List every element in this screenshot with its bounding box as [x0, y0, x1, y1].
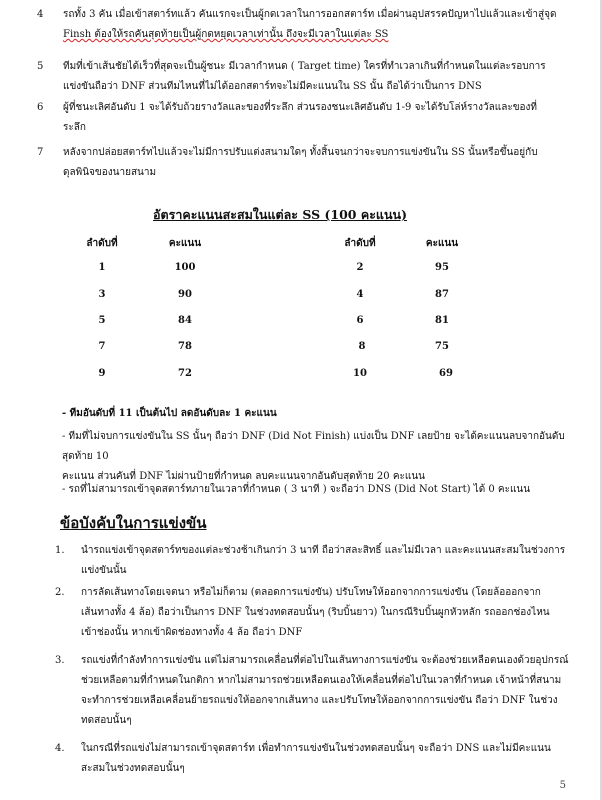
- cell-score-right: 87: [435, 289, 449, 300]
- cell-score-left: 84: [178, 315, 192, 326]
- rule-line: การลัดเส้นทางโดยเจตนา หรือไม่ก็ตาม (ตลอดการแข่งขัน) ปรับโทษให้ออกจากการแข่งขัน (โดยล้อออกจาก: [81, 587, 541, 598]
- note-line: - ทีมอันดับที่ 11 เป็นต้นไป ลดอันดับละ 1 คะแนน: [62, 408, 277, 419]
- item-line: หลังจากปล่อยสตาร์ทไปแล้วจะไม่มีการปรับแต่งสนามใดๆ ทั้งสิ้นจนกว่าจะจบการแข่งขันใน SS นั้นหรือขึ้นอยู่กับ: [63, 147, 538, 158]
- item-number: 5: [37, 61, 44, 72]
- cell-rank-right: 4: [356, 289, 364, 300]
- cell-rank-right: 6: [356, 315, 364, 326]
- cell-rank-left: 9: [98, 368, 106, 379]
- header-rank-left: ลำดับที่: [86, 238, 118, 249]
- cell-score-right: 81: [435, 315, 449, 326]
- cell-rank-left: 5: [98, 315, 106, 326]
- cell-score-left: 72: [178, 368, 192, 379]
- header-score-left: คะแนน: [168, 238, 202, 249]
- note-dnf: [62, 427, 582, 487]
- note-line: - ทีมที่ไม่จบการแข่งขันใน SS นั้นๆ ถือว่า DNF (Did Not Finish) แบ่งเป็น DNF เลยป้าย จะได้คะแนนลบจากอันดับสุดท้าย 10: [62, 431, 565, 462]
- score-table-title: อัตราคะแนนสะสมในแต่ละ SS (100 คะแนน): [153, 207, 407, 222]
- rule-line: ทดสอบนั้นๆ: [81, 715, 132, 726]
- cell-rank-left: 1: [98, 262, 106, 273]
- cell-score-left: 100: [174, 262, 196, 273]
- note-line: - รถที่ไม่สามารถเข้าจุดสตาร์ทภายในเวลาที่กำหนด ( 3 นาที ) จะถือว่า DNS (Did Not Start) ได้ 0 คะแนน: [62, 484, 531, 495]
- item-line: แข่งขันถือว่า DNF ส่วนทีมไหนที่ไม่ได้ออกสตาร์ทจะไม่มีคะแนนใน SS นั้น ถือได้ว่าเป็นการ DNS: [63, 81, 482, 92]
- rule-line: ในกรณีที่รถแข่งไม่สามารถเข้าจุดสตาร์ท เพื่อทำการแข่งขันในช่วงทดสอบนั้นๆ จะถือว่า DNS และไม่มีคะแนน: [81, 743, 551, 754]
- item-line: ดุลพินิจของนายสนาม: [63, 167, 157, 178]
- section-heading: ข้อบังคับในการแข่งขัน: [60, 514, 207, 532]
- item-number: 4: [37, 9, 44, 20]
- cell-rank-right: 2: [356, 262, 364, 273]
- item-number: 6: [37, 102, 44, 113]
- cell-score-right: 69: [439, 368, 453, 379]
- rule-line: สะสมในช่วงทดสอบนั้นๆ: [81, 763, 185, 774]
- item-line: ผู้ที่ชนะเลิศอันดับ 1 จะได้รับถ้วยรางวัลและของที่ระลึก ส่วนรองชนะเลิศอันดับ 1-9 จะได้รับโล่ห์รางวัลและของที่: [63, 102, 538, 113]
- rule-line: นำรถแข่งเข้าจุดสตาร์ทของแต่ละช่วงช้าเกินกว่า 3 นาที ถือว่าสละสิทธิ์ และไม่มีเวลา และคะแนนสะสมในช่วงการ: [81, 545, 566, 556]
- cell-score-right: 75: [435, 341, 449, 352]
- header-score-right: คะแนน: [425, 238, 459, 249]
- item-line: ระลึก: [63, 122, 86, 133]
- rule-line: เข้าช่องนั้น หากเข้าผิดช่องทางทั้ง 4 ล้อ ถือว่า DNF: [81, 627, 303, 638]
- cell-score-left: 78: [178, 341, 192, 352]
- header-rank-right: ลำดับที่: [344, 238, 376, 249]
- rule-line: เส้นทางทั้ง 4 ล้อ) ถือว่าเป็นการ DNF ในช่วงทดสอบนั้นๆ (ริบบิ้นยาว) ในกรณีริบบิ้นผูกหัวหลัก รถออกช่องไหน: [81, 607, 550, 618]
- rule-number: 2.: [55, 587, 65, 598]
- cell-score-left: 90: [178, 289, 192, 300]
- item-number: 7: [37, 147, 44, 158]
- cell-rank-left: 7: [98, 341, 106, 352]
- cell-score-right: 95: [435, 262, 449, 273]
- rule-line: จะทำการช่วยเหลือเคลื่อนย้ายรถแข่งให้ออกจากเส้นทาง และปรับโทษให้ออกจากการแข่งขัน ถือว่า DNF ในช่วง: [81, 695, 558, 706]
- rule-line: ช่วยเหลือตามที่กำหนดในกติกา หากไม่สามารถช่วยเหลือตนเองให้เคลื่อนที่ต่อไปในเวลาที่กำหนด เจ้าหน้าที่สนาม: [81, 675, 562, 686]
- cell-rank-right: 8: [358, 341, 366, 352]
- cell-rank-right: 10: [353, 368, 367, 379]
- cell-rank-left: 3: [98, 289, 106, 300]
- item-line: รถทั้ง 3 คัน เมื่อเข้าสตาร์ทแล้ว คันแรกจะเป็นผู้กดเวลาในการออกสตาร์ท เมื่อผ่านอุปสรรคปัญหาไปแล้วและเข้าสู่จุด: [63, 9, 557, 20]
- item-line: ทีมที่เข้าเส้นชัยได้เร็วที่สุดจะเป็นผู้ชนะ มีเวลากำหนด ( Target time) ใครที่ทำเวลาเกินที่กำหนดในแต่ละรอบการ: [63, 61, 546, 72]
- rule-line: แข่งขันนั้น: [81, 565, 127, 576]
- rule-number: 3.: [55, 655, 65, 666]
- rule-number: 4.: [55, 743, 65, 754]
- note-rank-11: [62, 404, 582, 424]
- rule-line: รถแข่งที่กำลังทำการแข่งขัน แต่ไม่สามารถเคลื่อนที่ต่อไปในเส้นทางการแข่งขัน จะต้องช่วยเหลือตนเองด้วยอุปกรณ์: [81, 655, 569, 666]
- page-number: 5: [559, 780, 566, 791]
- rule-number: 1.: [55, 545, 65, 556]
- item-line-text: Finsh ต้องให้รถคันสุดท้ายเป็นผู้กดหยุดเวลาเท่านั้น ถึงจะมีเวลาในแต่ละ SS: [63, 29, 389, 40]
- note-line: คะแนน ส่วนคันที่ DNF ไม่ผ่านป้ายที่กำหนด ลบคะแนนจากอันดับสุดท้าย 20 คะแนน: [62, 471, 425, 482]
- note-dns: [62, 480, 582, 500]
